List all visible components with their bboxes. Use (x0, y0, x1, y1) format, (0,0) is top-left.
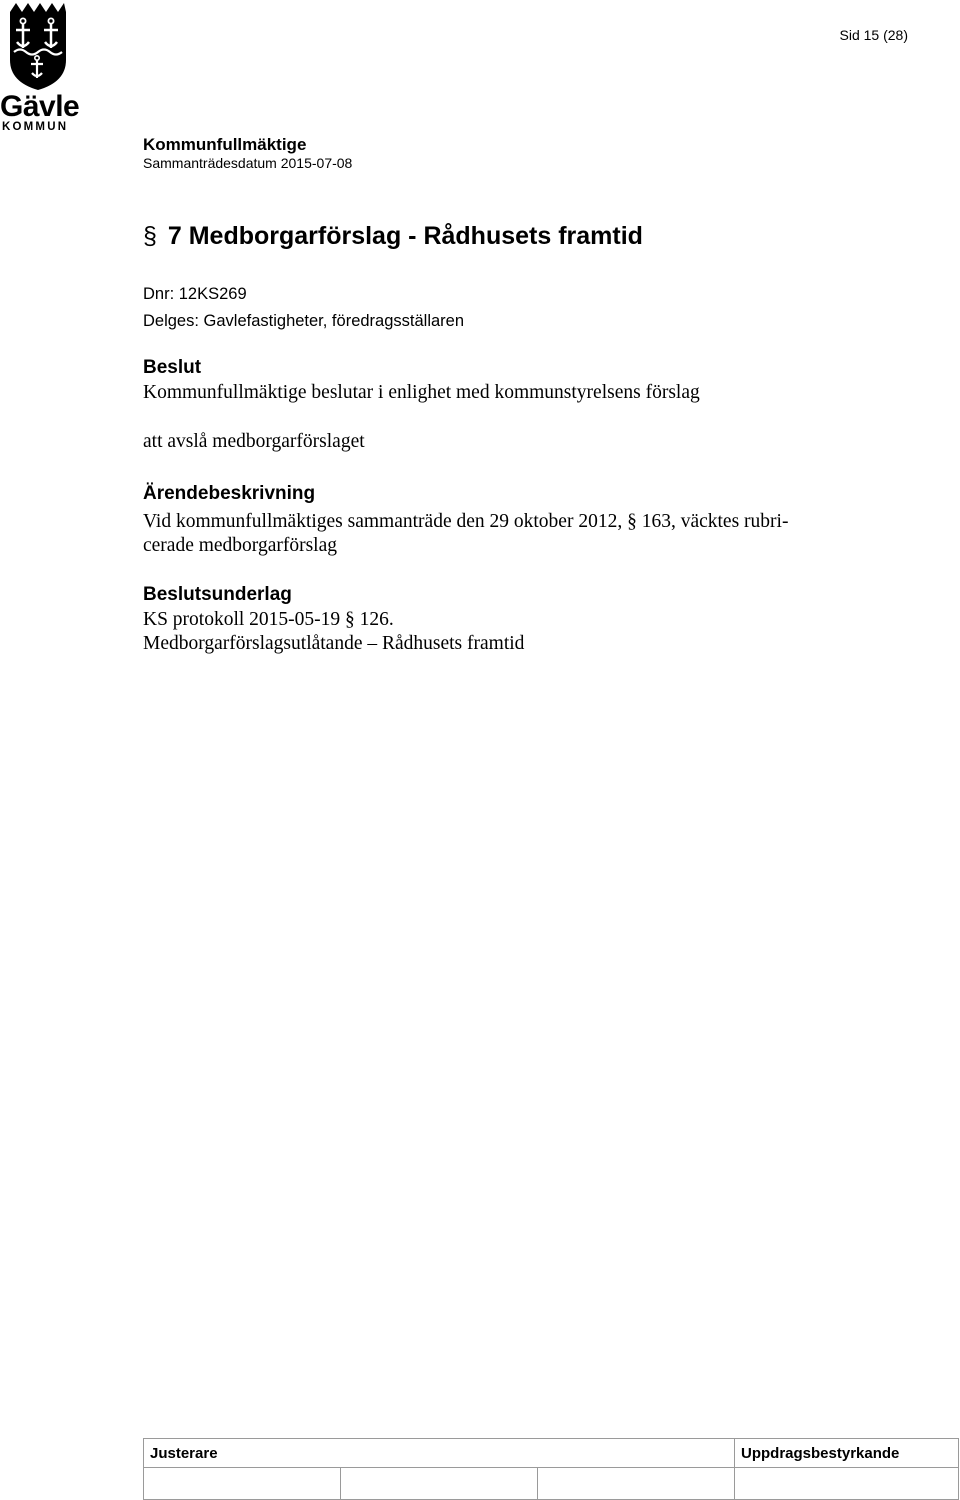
diarienummer: Dnr: 12KS269 (143, 285, 247, 303)
underlag-line1: KS protokoll 2015-05-19 § 126. (143, 609, 394, 630)
arendebeskrivning-heading: Ärendebeskrivning (143, 483, 316, 504)
signature-cell (735, 1468, 959, 1500)
beslut-heading: Beslut (143, 357, 202, 378)
uppdragsbestyrkande-label: Uppdragsbestyrkande (735, 1439, 959, 1468)
underlag-line2: Medborgarförslagsutlåtande – Rådhusets framtid (143, 633, 525, 654)
beslut-text-line2: att avslå medborgarförslaget (143, 431, 365, 452)
signature-cell (144, 1468, 341, 1500)
paragraph-sign: § (143, 222, 157, 250)
beslutsunderlag-heading: Beslutsunderlag (143, 584, 292, 605)
justerare-label: Justerare (144, 1439, 735, 1468)
beslut-text-line1: Kommunfullmäktige beslutar i enlighet med kommunstyrelsens förslag (143, 382, 700, 403)
arende-text-line1: Vid kommunfullmäktiges sammanträde den 29 oktober 2012, § 163, väcktes rubri- (143, 511, 789, 532)
item-title (143, 222, 643, 251)
gavle-kommun-logo (0, 0, 80, 136)
logo-name: Gävle (0, 90, 80, 123)
signature-cell (341, 1468, 538, 1500)
signature-table (143, 1438, 959, 1500)
page-number: Sid 15 (28) (839, 27, 908, 43)
signature-cell (538, 1468, 735, 1500)
item-title-text: 7 Medborgarförslag - Rådhusets framtid (167, 222, 643, 250)
delges-line: Delges: Gavlefastigheter, föredragsställaren (143, 312, 465, 330)
organization-name: Kommunfullmäktige (143, 135, 307, 154)
coat-of-arms-icon (8, 0, 68, 92)
meeting-date: Sammanträdesdatum 2015-07-08 (143, 155, 353, 171)
logo-subtitle: KOMMUN (2, 121, 69, 133)
arende-text-line2: cerade medborgarförslag (143, 535, 338, 556)
